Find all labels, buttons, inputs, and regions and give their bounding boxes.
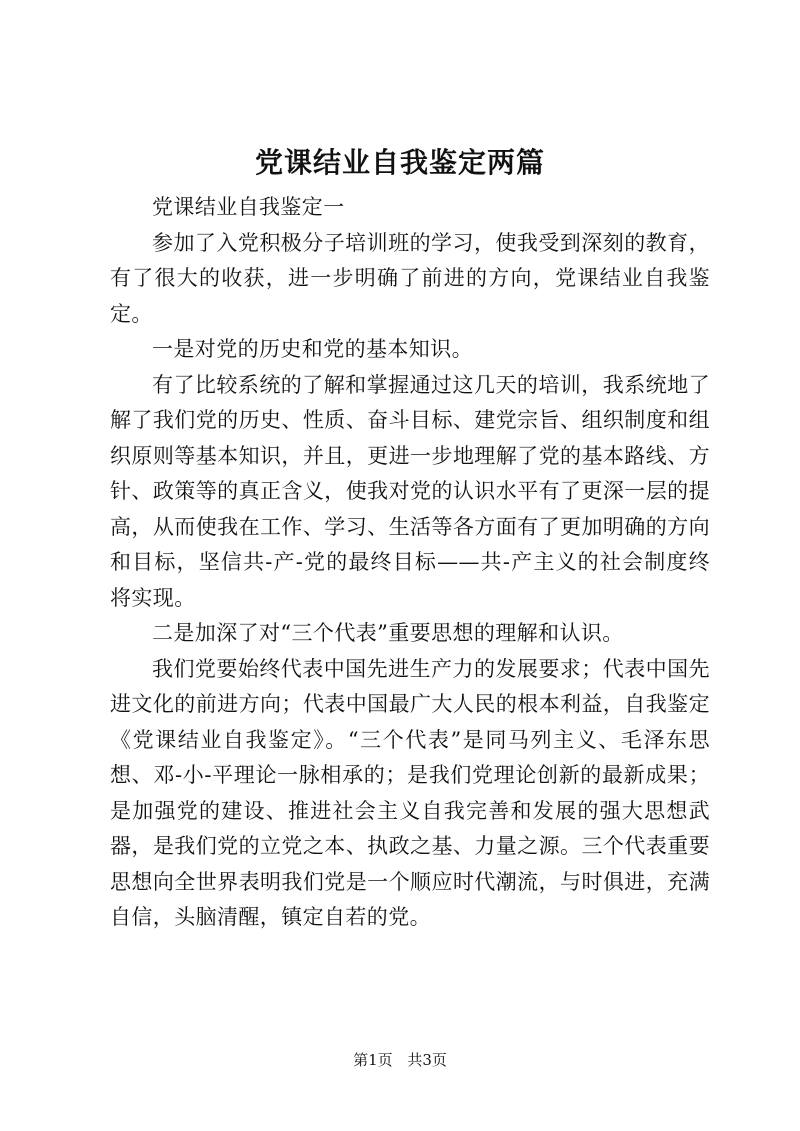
paragraph-point-2: 二是加深了对“三个代表”重要思想的理解和认识。 (152, 621, 624, 645)
paragraph-history: 有了比较系统的了解和掌握通过这几天的培训，我系统地了解了我们党的历史、性质、奋斗目标、建党宗旨、组织制度和组织原则等基本知识，并且，更进一步地理解了党的基本路线、方针、政策等的真正含义，使我对党的认识水平有了更深一层的提高，从而使我在工作、学习、生活等各方面有了更加明确的方向和目标，坚信共-产-党的最终目标——共-产主义的社会制度终将实现。 (110, 372, 710, 610)
page-total: 共3页 (407, 1051, 447, 1069)
document-title: 党课结业自我鉴定两篇 (254, 146, 545, 179)
paragraph-intro: 参加了入党积极分子培训班的学习，使我受到深刻的教育，有了很大的收获，进一步明确了前进的方向，党课结业自我鉴定。 (110, 230, 710, 326)
page-number: 第1页 (353, 1051, 393, 1069)
paragraph-point-1: 一是对党的历史和党的基本知识。 (152, 337, 473, 361)
page-footer (0, 1050, 800, 1070)
paragraph-three-represents: 我们党要始终代表中国先进生产力的发展要求；代表中国先进文化的前进方向；代表中国最广大人民的根本利益，自我鉴定《党课结业自我鉴定》。“三个代表”是同马列主义、毛泽东思想、邓-小-平理论一脉相承的；是我们党理论创新的最新成果；是加强党的建设、推进社会主义自我完善和发展的强大思想武器，是我们党的立党之本、执政之基、力量之源。三个代表重要思想向全世界表明我们党是一个顺应时代潮流，与时俱进，充满自信，头脑清醒，镇定自若的党。 (110, 656, 710, 929)
document-body (110, 190, 710, 936)
section-heading-1: 党课结业自我鉴定一 (152, 195, 345, 219)
